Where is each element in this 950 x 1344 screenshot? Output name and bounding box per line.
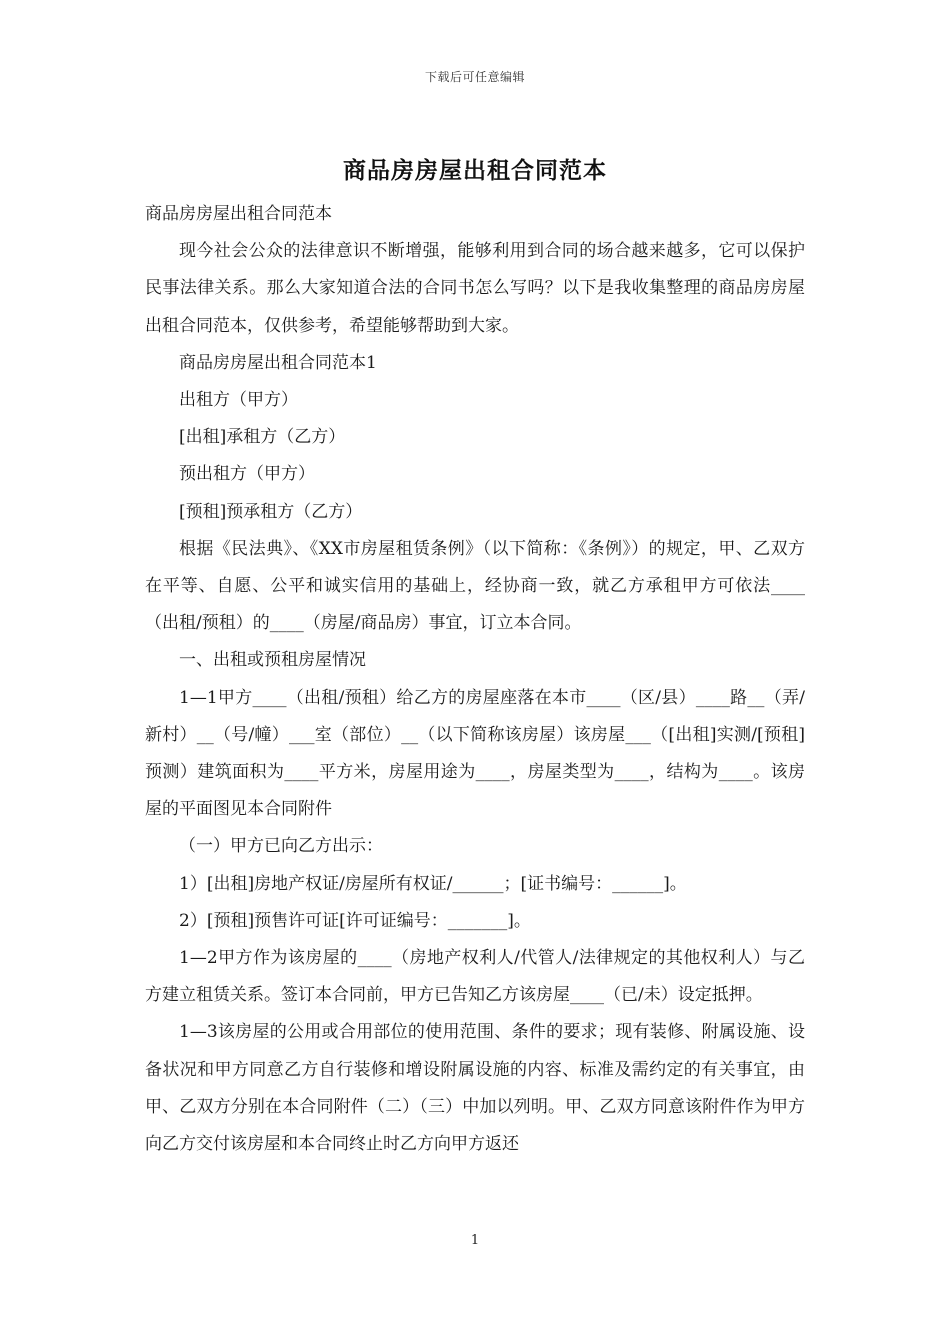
- paragraph-party-pre-lessor: 预出租方（甲方）: [179, 464, 315, 485]
- document-body: [145, 196, 805, 1163]
- paragraph-shown-documents: （一）甲方已向乙方出示：: [179, 836, 383, 857]
- document-title: 商品房房屋出租合同范本: [343, 157, 607, 184]
- paragraph-party-pre-lessee: [预租]预承租方（乙方）: [179, 501, 363, 522]
- paragraph-clause-1-3: 1—3该房屋的公用或合用部位的使用范围、条件的要求；现有装修、附属设施、设备状况和甲方同意乙方自行装修和增设附属设施的内容、标准及需约定的有关事宜，由甲、乙双方分别在本合同附件（二）（三）中加以列明。甲、乙双方同意该附件作为甲方向乙方交付该房屋和本合同终止时乙方向甲方返还: [145, 1022, 805, 1155]
- paragraph-certificate: 1）[出租]房地产权证/房屋所有权证/______；[证书编号：______]。: [179, 873, 687, 894]
- page-number: 1: [470, 1233, 480, 1248]
- paragraph-presale-permit: 2）[预租]预售许可证[许可证编号：_______]。: [179, 910, 531, 931]
- paragraph-clause-1-1: 1—1甲方____（出租/预租）给乙方的房屋座落在本市____（区/县）____路__（弄/新村）__（号/幢）___室（部位）__（以下简称该房屋）该房屋___（[出租]实测/[预租]预测）建筑面积为____平方米，房屋用途为____，房屋类型为____，结构为____。该房屋的平面图见本合同附件: [145, 687, 805, 820]
- paragraph-party-lessee: [出租]承租方（乙方）: [179, 427, 346, 448]
- paragraph-clause-1-2: 1—2甲方作为该房屋的____（房地产权利人/代管人/法律规定的其他权利人）与乙方建立租赁关系。签订本合同前，甲方已告知乙方该房屋____（已/未）设定抵押。: [145, 948, 805, 1006]
- header-note: 下载后可任意编辑: [424, 70, 525, 84]
- paragraph-clause-heading: 一、出租或预租房屋情况: [179, 650, 366, 671]
- paragraph-legal-basis: 根据《民法典》、《XX市房屋租赁条例》（以下简称：《条例》）的规定，甲、乙双方在平等、自愿、公平和诚实信用的基础上，经协商一致，就乙方承租甲方可依法____（出租/预租）的____（房屋/商品房）事宜，订立本合同。: [145, 538, 805, 634]
- paragraph-subtitle: 商品房房屋出租合同范本: [145, 204, 332, 224]
- paragraph-party-lessor: 出租方（甲方）: [179, 390, 298, 411]
- paragraph-section-heading: 商品房房屋出租合同范本1: [179, 352, 377, 373]
- paragraph-intro: 现今社会公众的法律意识不断增强，能够利用到合同的场合越来越多，它可以保护民事法律关系。那么大家知道合法的合同书怎么写吗？以下是我收集整理的商品房房屋出租合同范本，仅供参考，希望能够帮助到大家。: [145, 241, 805, 336]
